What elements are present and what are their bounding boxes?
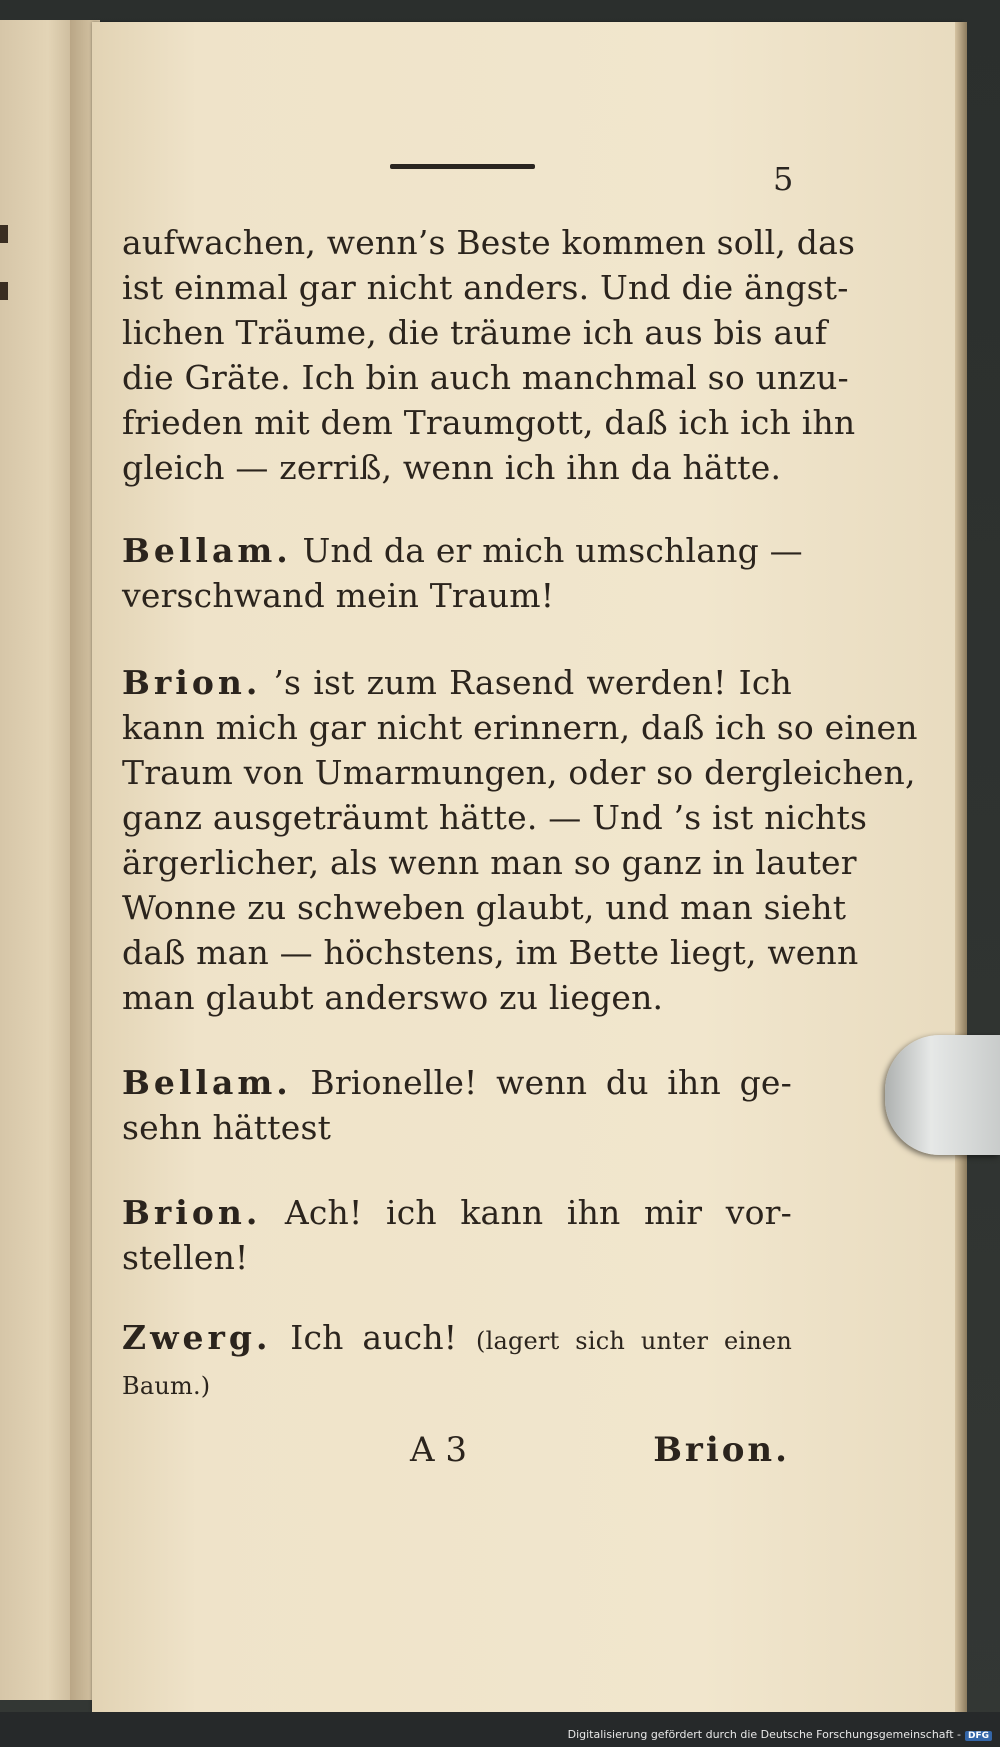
- text-line: stellen!: [122, 1238, 249, 1277]
- facing-page-edge: [0, 20, 80, 1700]
- text-line: aufwachen, wenn’s Beste kommen soll, das: [122, 223, 856, 262]
- speech-block: [122, 660, 918, 1020]
- text-line: die Gräte. Ich bin auch manchmal so unzu-: [122, 358, 849, 397]
- scan-footer-strip: [0, 1712, 1000, 1747]
- text-line: daß man — höchstens, im Bette liegt, wenn: [122, 933, 859, 972]
- speech-text: Brionelle! wenn du ihn ge-: [310, 1063, 792, 1102]
- text-line: lichen Träume, die träume ich aus bis auf: [122, 313, 828, 352]
- facing-page-ink-mark: [0, 225, 8, 243]
- speaker-name: Brion.: [122, 663, 262, 702]
- text-block: [122, 220, 856, 490]
- stage-direction-continued: Baum.): [122, 1372, 211, 1400]
- speech-text: ’s ist zum Rasend werden! Ich: [273, 663, 792, 702]
- speech-block: [122, 1060, 792, 1150]
- text-line: ärgerlicher, als wenn man so ganz in lauter: [122, 843, 857, 882]
- text-line: sehn hättest: [122, 1108, 332, 1147]
- text-line: verschwand mein Traum!: [122, 576, 555, 615]
- text-line: Traum von Umarmungen, oder so dergleichen,: [122, 753, 916, 792]
- speech-text: Ach! ich kann ihn mir vor-: [284, 1193, 792, 1232]
- text-line: kann mich gar nicht erinnern, daß ich so einen: [122, 708, 918, 747]
- speech-first-line: [122, 1315, 792, 1364]
- speech-first-line: [122, 528, 803, 573]
- text-line: gleich — zerriß, wenn ich ihn da hätte.: [122, 448, 782, 487]
- credit-text: Digitalisierung gefördert durch die Deutsche Forschungsgemeinschaft -: [567, 1728, 961, 1741]
- text-line: frieden mit dem Traumgott, daß ich ich ihn: [122, 403, 856, 442]
- signature-mark: A 3: [410, 1430, 467, 1470]
- stage-direction: (lagert sich unter einen: [476, 1327, 792, 1355]
- speech-first-line: [122, 660, 792, 705]
- text-line: ist einmal gar nicht anders. Und die ängst-: [122, 268, 849, 307]
- page-holder-clip: [885, 1035, 1000, 1155]
- page-number: 5: [773, 160, 794, 198]
- text-line: ganz ausgeträumt hätte. — Und ’s ist nichts: [122, 798, 868, 837]
- speaker-name: Bellam.: [122, 531, 292, 570]
- page-fore-edge: [955, 22, 967, 1712]
- speaker-name: Zwerg.: [122, 1318, 272, 1357]
- speaker-name: Bellam.: [122, 1063, 292, 1102]
- speech-first-line: [122, 1190, 792, 1235]
- text-line: Wonne zu schweben glaubt, und man sieht: [122, 888, 847, 927]
- digitization-credit: [568, 1728, 992, 1741]
- speech-first-line: [122, 1060, 792, 1105]
- speech-block: [122, 1190, 792, 1280]
- catchword: Brion.: [653, 1430, 790, 1470]
- speech-block: [122, 1315, 792, 1409]
- page-footer: [410, 1430, 790, 1480]
- facing-page-ink-mark: [0, 282, 8, 300]
- header-rule: [390, 164, 535, 169]
- text-line: man glaubt anderswo zu liegen.: [122, 978, 664, 1017]
- speech-text: Ich auch!: [290, 1318, 458, 1357]
- speech-block: [122, 528, 803, 618]
- speech-text: Und da er mich umschlang —: [302, 531, 803, 570]
- dfg-logo: DFG: [965, 1731, 992, 1741]
- speaker-name: Brion.: [122, 1193, 262, 1232]
